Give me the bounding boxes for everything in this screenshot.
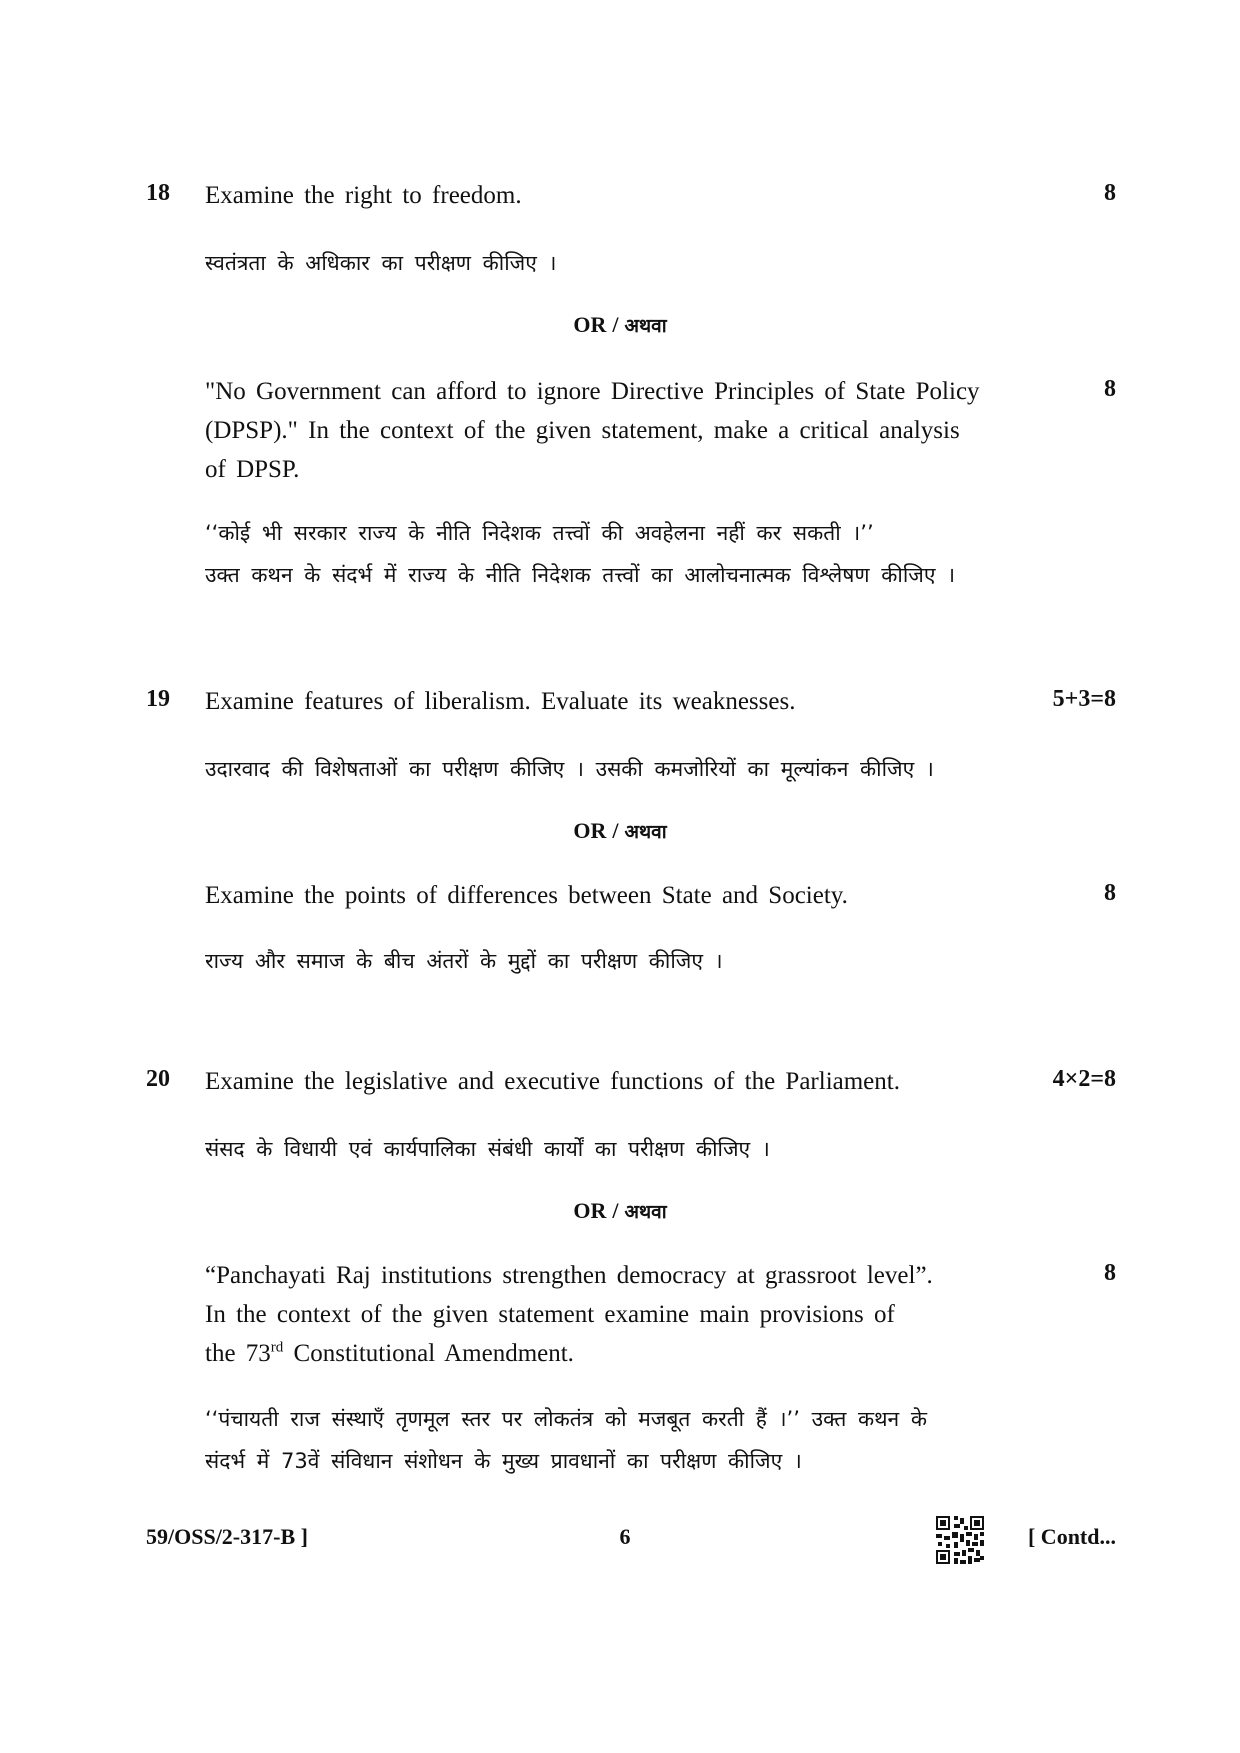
alt-question-line-hi: उक्त कथन के संदर्भ में राज्य के नीति निदेशक तत्त्वों का आलोचनात्मक विश्लेषण कीजिए । [205,563,956,587]
alt-question-marks: 8 [1104,880,1116,906]
alt-question-line-hi: ‘‘कोई भी सरकार राज्य के नीति निदेशक तत्त्वों की अवहेलना नहीं कर सकती ।’’ [205,521,874,545]
continued-label: [ Contd... [1027,1524,1116,1549]
alt-question-line-en: "No Government can afford to ignore Directive Principles of State Policy [205,378,980,405]
or-separator [0,312,1240,338]
question-text-en: Examine features of liberalism. Evaluate its weaknesses. [205,688,796,715]
page-number: 6 [619,1524,631,1549]
amendment-suffix: Constitutional Amendment. [283,1340,574,1367]
question-number: 20 [146,1066,170,1092]
alt-question-line-en: (DPSP)." In the context of the given statement, make a critical analysis [205,417,960,444]
or-label-hi: अथवा [624,821,667,843]
or-label-sep: / [612,312,619,337]
or-separator [0,1198,1240,1224]
or-separator [0,818,1240,844]
alt-question-line-en: of DPSP. [205,456,300,483]
paper-code: 59/OSS/2-317-B ] [146,1524,308,1549]
question-text-hi: उदारवाद की विशेषताओं का परीक्षण कीजिए । उसकी कमजोरियों का मूल्यांकन कीजिए । [205,757,934,781]
question-marks: 8 [1104,180,1116,206]
question-text-en: Examine the legislative and executive functions of the Parliament. [205,1068,900,1095]
question-marks: 4×2=8 [1052,1066,1116,1092]
question-marks: 5+3=8 [1052,686,1116,712]
alt-question-line-hi: संदर्भ में 73वें संविधान संशोधन के मुख्य प्रावधानों का परीक्षण कीजिए । [205,1449,802,1473]
question-number: 19 [146,686,170,712]
or-label-hi: अथवा [624,315,667,337]
qr-code-icon [936,1516,984,1564]
question-text-hi: संसद के विधायी एवं कार्यपालिका संबंधी कार्यों का परीक्षण कीजिए । [205,1137,770,1161]
alt-question-marks: 8 [1104,376,1116,402]
alt-question-line-hi: ‘‘पंचायती राज संस्थाएँ तृणमूल स्तर पर लोकतंत्र को मजबूत करती हैं ।’’ उक्त कथन के [205,1407,927,1431]
ordinal-suffix: rd [270,1339,284,1356]
or-label-hi: अथवा [624,1201,667,1223]
alt-question-line-hi: राज्य और समाज के बीच अंतरों के मुद्दों का परीक्षण कीजिए । [205,949,723,973]
alt-question-marks: 8 [1104,1260,1116,1286]
alt-question-line-en [205,1334,574,1373]
question-number: 18 [146,180,170,206]
or-label-en: OR [573,312,607,337]
alt-question-line-en: “Panchayati Raj institutions strengthen democracy at grassroot level”. [205,1262,933,1289]
alt-question-line-en: Examine the points of differences between State and Society. [205,882,848,909]
or-label-en: OR [573,1198,607,1223]
alt-question-line-en: In the context of the given statement examine main provisions of [205,1301,895,1328]
question-text-hi: स्वतंत्रता के अधिकार का परीक्षण कीजिए । [205,251,557,275]
question-text-en: Examine the right to freedom. [205,182,522,209]
or-label-sep: / [612,818,619,843]
amendment-prefix: the 73 [205,1340,271,1367]
or-label-en: OR [573,818,607,843]
or-label-sep: / [612,1198,619,1223]
